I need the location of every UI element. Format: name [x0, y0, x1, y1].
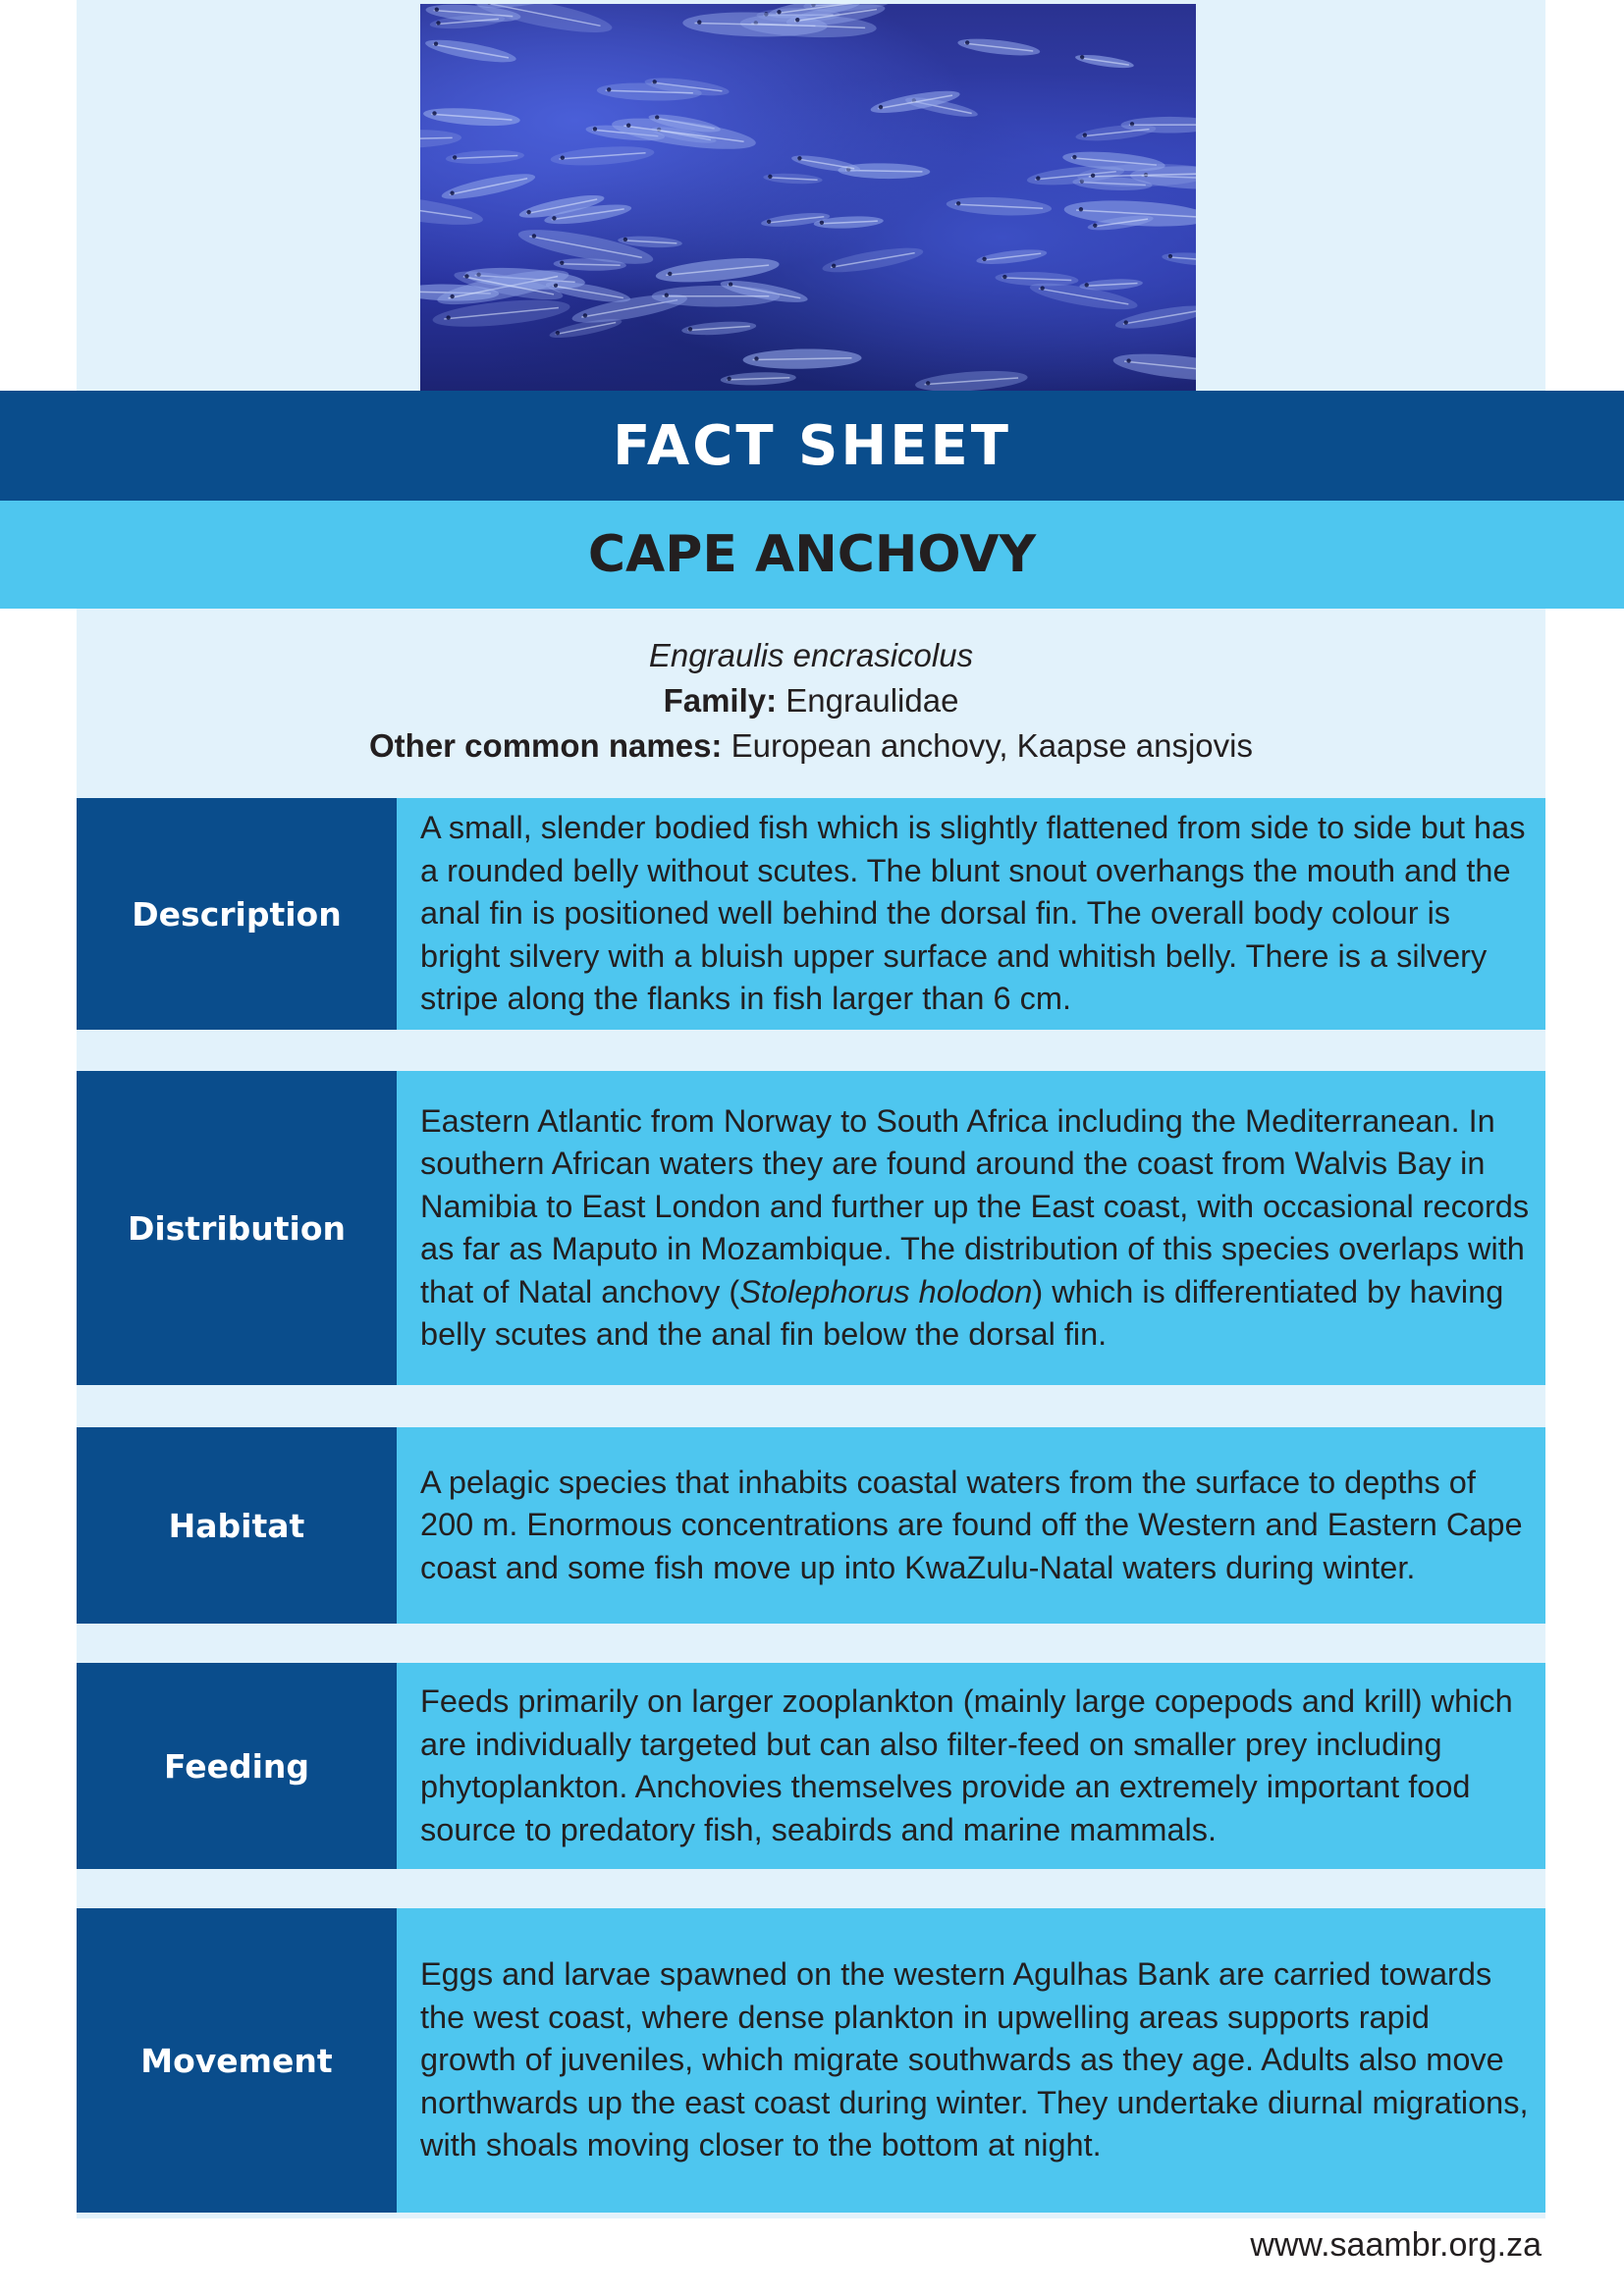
banner-title: FACT SHEET	[613, 413, 1011, 478]
fish-silhouette	[763, 172, 823, 185]
family-label: Family:	[663, 682, 778, 719]
section-label: Movement	[77, 1908, 397, 2213]
family-line	[77, 678, 1545, 723]
text-part: Eastern Atlantic from Norway to South Africa including the Mediterranean. In southern African waters they are found around the coast from Walvis Bay in Namibia to East London and further up the East coast, with occasional records as far as Maputo in Mozambique. The distribution of this species overlaps with that of Natal anchovy (	[420, 1102, 1530, 1309]
fish-silhouette	[821, 243, 925, 278]
section-body	[397, 1908, 1545, 2213]
section-body	[397, 798, 1545, 1030]
fish-silhouette	[721, 371, 796, 386]
family-value: Engraulidae	[785, 682, 959, 719]
species-title: CAPE ANCHOVY	[587, 525, 1037, 584]
section-label: Habitat	[77, 1427, 397, 1624]
section-body	[397, 1071, 1545, 1385]
anchovy-school-photo	[420, 4, 1196, 393]
fish-silhouette	[440, 169, 537, 204]
section-text: Eggs and larvae spawned on the western Agulhas Bank are carried towards the west coast, where dense plankton in upwelling areas supports rapid growth of juveniles, which migrate southwards as they age. Adults also move northwards up the east coast during winter. They undertake diurnal migrations, with shoals moving closer to the bottom at night.	[420, 1956, 1529, 2163]
fish-silhouette	[1112, 349, 1196, 386]
section-distribution	[77, 1071, 1545, 1385]
fish-silhouette	[424, 35, 517, 67]
section-text: Feeds primarily on larger zooplankton (mainly large copepods and krill) which are individually targeted but can also filter-feed on smaller prey including phytoplankton. Anchovies themselves provide an extremely important food source to predatory fish, seabirds and marine mammals.	[420, 1683, 1513, 1847]
fish-silhouette	[976, 247, 1048, 267]
section-body	[397, 1427, 1545, 1624]
section-text: A pelagic species that inhabits coastal waters from the surface to depths of 200 m. Enormous concentrations are found off the Western and Eastern Cape coast and some fish move up into KwaZulu-Natal waters during winter.	[420, 1464, 1523, 1585]
species-name-italic: Stolephorus holodon	[739, 1273, 1033, 1309]
fish-silhouette	[1162, 250, 1196, 268]
common-names-value: European anchovy, Kaapse ansjovis	[731, 727, 1253, 764]
section-label: Feeding	[77, 1663, 397, 1869]
common-names-label: Other common names:	[369, 727, 723, 764]
common-names-line	[77, 723, 1545, 769]
fish-silhouette	[914, 368, 1028, 393]
section-body	[397, 1663, 1545, 1869]
section-label: Description	[77, 798, 397, 1030]
fish-silhouette	[681, 320, 757, 338]
fish-silhouette	[742, 347, 861, 369]
fish-silhouette	[1074, 52, 1134, 71]
section-movement	[77, 1908, 1545, 2213]
website-link[interactable]: www.saambr.org.za	[1250, 2226, 1542, 2264]
fish-silhouette	[420, 129, 461, 150]
fish-silhouette	[655, 254, 781, 287]
fish-silhouette	[446, 148, 525, 165]
section-text	[420, 1100, 1534, 1357]
fish-silhouette	[790, 152, 861, 175]
species-title-banner	[0, 501, 1624, 609]
fact-sheet-banner	[0, 391, 1624, 501]
fish-silhouette	[550, 143, 655, 168]
fish-silhouette	[1075, 122, 1157, 143]
fish-silhouette	[652, 286, 780, 307]
section-text: A small, slender bodied fish which is slightly flattened from side to side but has a rounded belly without scutes. The blunt snout overhangs the mouth and the anal fin is positioned well behind the dorsal fin. The overall body colour is bright silvery with a bluish upper surface and whitish belly. There is a silvery stripe along the flanks in fish larger than 6 cm.	[420, 810, 1526, 1017]
fish-silhouette	[946, 195, 1052, 218]
section-habitat	[77, 1427, 1545, 1624]
fish-silhouette	[957, 35, 1041, 58]
text-part: ) which is differentiated by having belly scutes and the anal fin below the dorsal fin.	[420, 1273, 1504, 1352]
scientific-name: Engraulis encrasicolus	[648, 637, 974, 673]
fish-school-illustration	[420, 4, 1196, 393]
fish-silhouette	[422, 105, 520, 129]
species-meta	[77, 633, 1545, 769]
section-description	[77, 798, 1545, 1030]
section-feeding	[77, 1663, 1545, 1869]
section-label: Distribution	[77, 1071, 397, 1385]
